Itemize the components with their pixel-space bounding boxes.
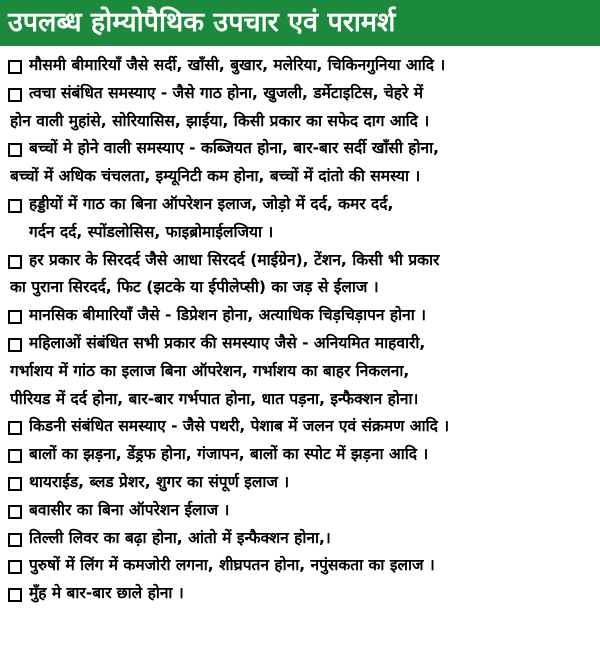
checkbox-icon	[8, 60, 22, 74]
list-item	[8, 441, 596, 469]
list-item	[8, 80, 596, 136]
list-item-text: पुरुषों में लिंग में कमजोरी लगना, शीघ्रपतन होना, नपुंसकता का इलाज ।	[29, 556, 435, 575]
checkbox-icon	[8, 88, 22, 102]
list-item	[8, 580, 596, 608]
list-item	[8, 330, 596, 413]
page-title: उपलब्ध होम्योपैथिक उपचार एवं परामर्श	[0, 0, 600, 46]
list-item-text: त्वचा संबंधित समस्याए - जैसे गाठ होना, खुजली, डर्मेटाइटिस, चेहरे में	[29, 83, 423, 102]
checkbox-icon	[8, 143, 22, 157]
checkbox-icon	[8, 588, 22, 602]
checkbox-icon	[8, 338, 22, 352]
list-item-text-continued: का पुराना सिरदर्द, फिट (झटके या ईपीलेप्सी) का जड़ से ईलाज ।	[10, 278, 379, 297]
list-item-text: मौसमी बीमारियाँ जैसे सर्दी, खाँसी, बुखार, मलेरिया, चिकिनगुनिया आदि ।	[29, 56, 446, 74]
list-item	[8, 497, 596, 525]
list-item-text: हर प्रकार के सिरदर्द जैसे आधा सिरदर्द (माईग्रेन), टेंशन, किसी भी प्रकार	[29, 250, 440, 269]
list-item-text: मुँह मे बार-बार छाले होना ।	[29, 584, 184, 603]
checkbox-icon	[8, 199, 22, 213]
list-item	[8, 247, 596, 303]
list-item-text: महिलाओं संबंधित सभी प्रकार की समस्याए जैसे - अनियमित माहवारी,	[29, 333, 426, 352]
list-item-text: बवासीर का बिना ऑपरेशन ईलाज ।	[29, 500, 230, 519]
list-item-text-continued: होन वाली मुहांसे, सोरियासिस, झाईया, किसी प्रकार का सफेद दाग आदि ।	[10, 111, 430, 130]
list-item-text: बालों का झड़ना, डेंड्रफ होना, गंजापन, बालों का स्पोट में झड़ना आदि ।	[29, 445, 429, 464]
list-item-text: बच्चों मे होने वाली समस्याए - कब्जियत होना, बार-बार सर्दी खाँसी होना,	[29, 139, 440, 158]
list-item	[8, 52, 596, 80]
list-item	[8, 135, 596, 191]
checkbox-icon	[8, 505, 22, 519]
list-item-text-continued: बच्चों में अधिक चंचलता, इम्यूनिटी कम होना, बच्चों में दांतो की समस्या ।	[10, 167, 421, 186]
list-item-text: मानसिक बीमारियाँ जैसे - डिप्रेशन होना, अत्याधिक चिड़चिड़ापन होना ।	[29, 306, 427, 325]
checkbox-icon	[8, 310, 22, 324]
checkbox-icon	[8, 477, 22, 491]
list-item	[8, 413, 596, 441]
list-item-text-continued: पीरियड में दर्द होना, बार-बार गर्भपात होना, धात पड़ना, इन्फैक्शन होना।	[10, 389, 419, 408]
checkbox-icon	[8, 449, 22, 463]
checkbox-icon	[8, 421, 22, 435]
checkbox-icon	[8, 255, 22, 269]
list-item-text: थायराईड, ब्लड प्रेशर, शुगर का संपूर्ण इलाज ।	[29, 472, 290, 491]
treatment-list	[0, 46, 600, 608]
list-item	[8, 191, 596, 247]
list-item	[8, 525, 596, 553]
list-item-text: किडनी संबंधित समस्याए - जैसे पथरी, पेशाब में जलन एवं संक्रमण आदि ।	[29, 417, 450, 436]
list-item	[8, 469, 596, 497]
list-item-text-continued: गर्दन दर्द, स्पोंडलोसिस, फाइब्रोमाईलजिया ।	[29, 222, 274, 241]
list-item	[8, 302, 596, 330]
checkbox-icon	[8, 560, 22, 574]
list-item-text-continued: गर्भाशय में गांठ का इलाज बिना ऑपरेशन, गर्भाशय का बाहर निकलना,	[10, 361, 410, 380]
list-item-text: हड्डीयों में गाठ का बिना ऑपरेशन इलाज, जोड़ो में दर्द, कमर दर्द,	[29, 194, 394, 213]
list-item	[8, 552, 596, 580]
list-item-text: तिल्ली लिवर का बढ़ा होना, आंतो में इन्फैक्शन होना,।	[29, 528, 331, 547]
checkbox-icon	[8, 533, 22, 547]
